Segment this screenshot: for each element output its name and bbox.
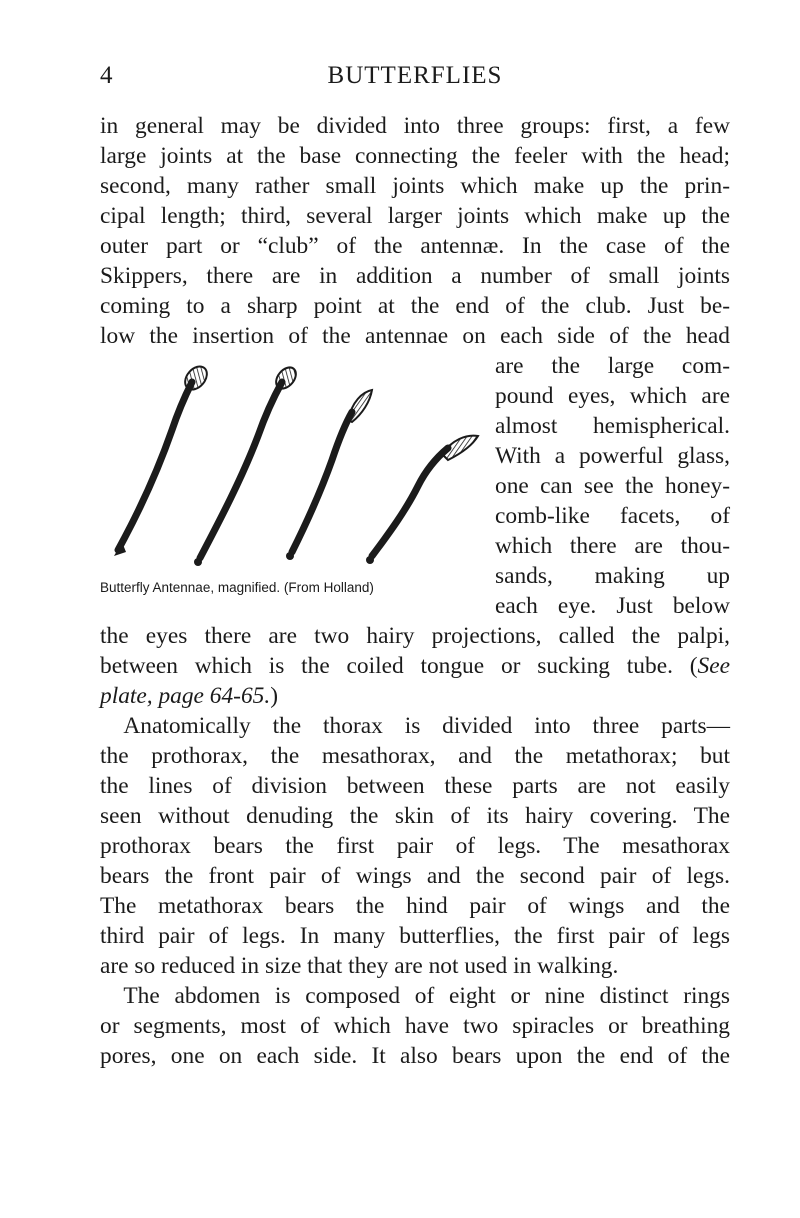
page-number: 4	[100, 62, 114, 89]
antennae-figure	[100, 360, 490, 600]
body-line: or segments, most of which have two spiracles or breathing	[100, 1013, 730, 1039]
body-line: comb-like facets, of	[495, 503, 730, 529]
body-line: outer part or “club” of the antennæ. In the case of the	[100, 233, 730, 259]
body-line: one can see the honey-	[495, 473, 730, 499]
body-line: seen without denuding the skin of its hairy covering. The	[100, 803, 730, 829]
body-line: coming to a sharp point at the end of the club. Just be-	[100, 293, 730, 319]
antennae-illustration	[100, 360, 490, 575]
antenna-1	[114, 362, 211, 556]
body-line: low the insertion of the antennae on each side of the head	[100, 323, 730, 349]
body-line: are the large com-	[495, 353, 730, 379]
body-line: third pair of legs. In many butterflies, the first pair of legs	[100, 923, 730, 949]
body-line: the eyes there are two hairy projections, called the palpi,	[100, 623, 730, 649]
body-line: With a powerful glass,	[495, 443, 730, 469]
body-text: between which is the coiled tongue or sucking tube. (	[100, 653, 698, 679]
plate-reference: plate, page 64-65.	[100, 683, 271, 709]
antenna-3	[286, 390, 372, 560]
body-line	[100, 651, 730, 681]
plate-reference: See	[697, 653, 730, 679]
body-line: which there are thou-	[495, 533, 730, 559]
antenna-4	[366, 436, 478, 564]
body-line: prothorax bears the first pair of legs. The mesathorax	[100, 833, 730, 859]
body-line: The metathorax bears the hind pair of wings and the	[100, 893, 730, 919]
body-line: each eye. Just below	[495, 593, 730, 619]
antenna-2	[194, 364, 300, 566]
body-line: Anatomically the thorax is divided into three parts—	[100, 713, 730, 739]
figure-caption: Butterfly Antennae, magnified. (From Holland)	[100, 580, 374, 595]
body-line: large joints at the base connecting the feeler with the head;	[100, 143, 730, 169]
body-text: )	[270, 683, 278, 709]
body-line: the lines of division between these parts are not easily	[100, 773, 730, 799]
page-header	[100, 62, 730, 98]
body-line: sands, making up	[495, 563, 730, 589]
body-line: are so reduced in size that they are not used in walking.	[100, 953, 619, 979]
body-line: pound eyes, which are	[495, 383, 730, 409]
body-line: almost hemispherical.	[495, 413, 730, 439]
body-line	[100, 681, 730, 711]
body-line: pores, one on each side. It also bears upon the end of the	[100, 1043, 730, 1069]
body-line: cipal length; third, several larger joints which make up the	[100, 203, 730, 229]
body-line: bears the front pair of wings and the second pair of legs.	[100, 863, 730, 889]
body-line: second, many rather small joints which make up the prin-	[100, 173, 730, 199]
running-head: BUTTERFLIES	[327, 62, 503, 89]
body-line: in general may be divided into three groups: first, a few	[100, 113, 730, 139]
body-line: The abdomen is composed of eight or nine distinct rings	[100, 983, 730, 1009]
body-line: Skippers, there are in addition a number of small joints	[100, 263, 730, 289]
body-line: the prothorax, the mesathorax, and the metathorax; but	[100, 743, 730, 769]
